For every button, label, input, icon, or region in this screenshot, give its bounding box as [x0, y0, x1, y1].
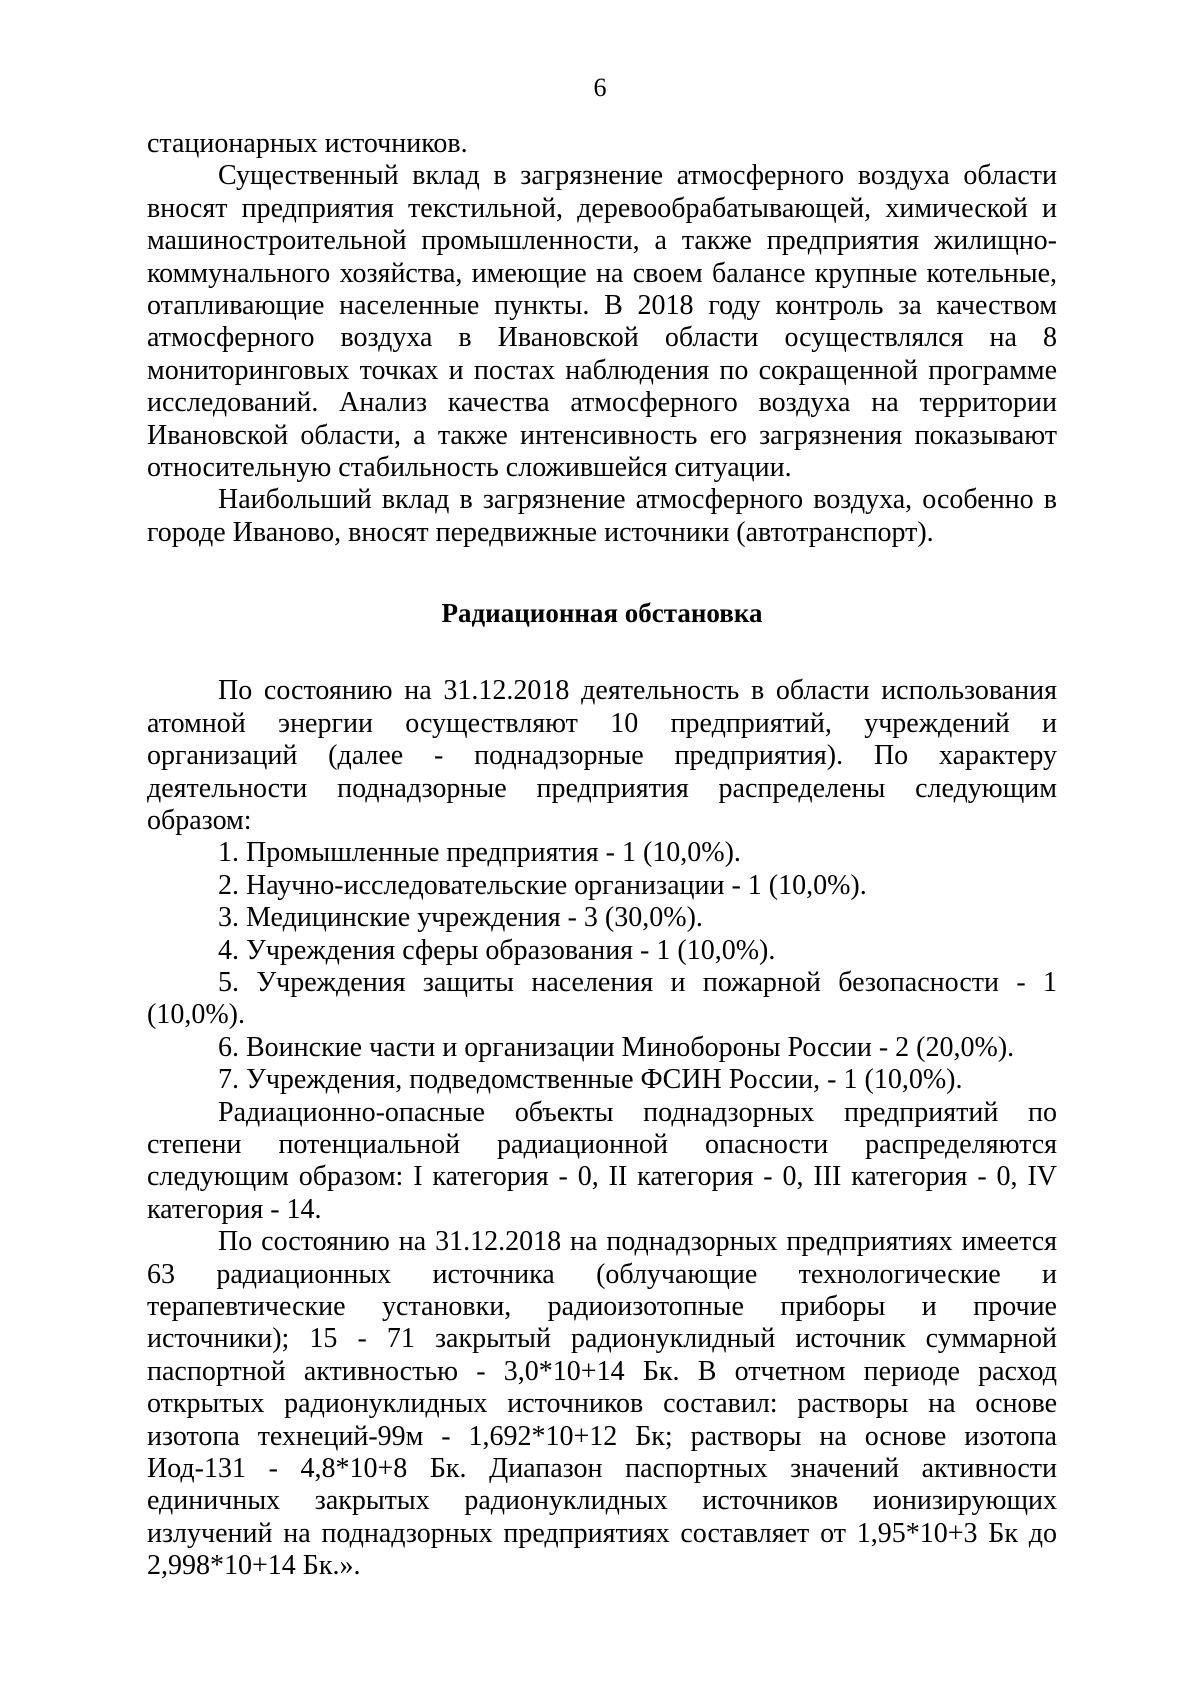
paragraph-continuation: стационарных источников.: [147, 128, 468, 159]
list-item: 2. Научно-исследовательские организации - 1 (10,0%).: [218, 869, 867, 901]
list-item: 1. Промышленные предприятия - 1 (10,0%).: [218, 837, 741, 869]
paragraph-radiation-sources: По состоянию на 31.12.2018 на поднадзорных предприятиях имеется 63 радиационных источника (облучающие технологические и терапевтические установки, радиоизотопные приборы и прочие источники); 15 - 71 закрытый радионуклидный источник суммарной паспортной активностью - 3,0*10+14 Бк. В отчетном периоде расход открытых радионуклидных источников составил: растворы на основе изотопа технеций-99м - 1,692*10+12 Бк; растворы на основе изотопа Иод-131 - 4,8*10+8 Бк. Диапазон паспортных значений активности единичных закрытых радионуклидных источников ионизирующих излучений на поднадзорных предприятиях составляет от 1,95*10+3 Бк до 2,998*10+14 Бк.».: [147, 1226, 1057, 1582]
list-item: 5. Учреждения защиты населения и пожарной безопасности - 1 (10,0%).: [147, 966, 1057, 1031]
document-body: [147, 128, 1057, 1583]
list-item: 3. Медицинские учреждения - 3 (30,0%).: [218, 902, 703, 934]
page-number: 6: [593, 73, 607, 102]
paragraph-mobile-sources: Наибольший вклад в загрязнение атмосферного воздуха, особенно в городе Иваново, вносят передвижные источники (автотранспорт).: [147, 484, 1057, 548]
list-item: 4. Учреждения сферы образования - 1 (10,0%).: [218, 934, 776, 966]
paragraph-air-pollution-sources: Существенный вклад в загрязнение атмосферного воздуха области вносят предприятия текстильной, деревообрабатывающей, химической и машиностроительной промышленности, а также предприятия жилищно-коммунального хозяйства, имеющие на своем балансе крупные котельные, отапливающие населенные пункты. В 2018 году контроль за качеством атмосферного воздуха в Ивановской области осуществлялся на 8 мониторинговых точках и постах наблюдения по сокращенной программе исследований. Анализ качества атмосферного воздуха на территории Ивановской области, а также интенсивность его загрязнения показывают относительную стабильность сложившейся ситуации.: [147, 160, 1057, 484]
list-item: 7. Учреждения, подведомственные ФСИН России, - 1 (10,0%).: [218, 1064, 963, 1096]
paragraph-supervised-enterprises: По состоянию на 31.12.2018 деятельность в области использования атомной энергии осуществляют 10 предприятий, учреждений и организаций (далее - поднадзорные предприятия). По характеру деятельности поднадзорные предприятия распределены следующим образом:: [147, 675, 1057, 836]
list-item: 6. Воинские части и организации Минобороны России - 2 (20,0%).: [218, 1031, 1015, 1063]
section-heading: Радиационная обстановка: [441, 598, 763, 629]
paragraph-hazard-categories: Радиационно-опасные объекты поднадзорных предприятий по степени потенциальной радиационной опасности распределяются следующим образом: I категория - 0, II категория - 0, III категория - 0, IV категория - 14.: [147, 1096, 1057, 1225]
